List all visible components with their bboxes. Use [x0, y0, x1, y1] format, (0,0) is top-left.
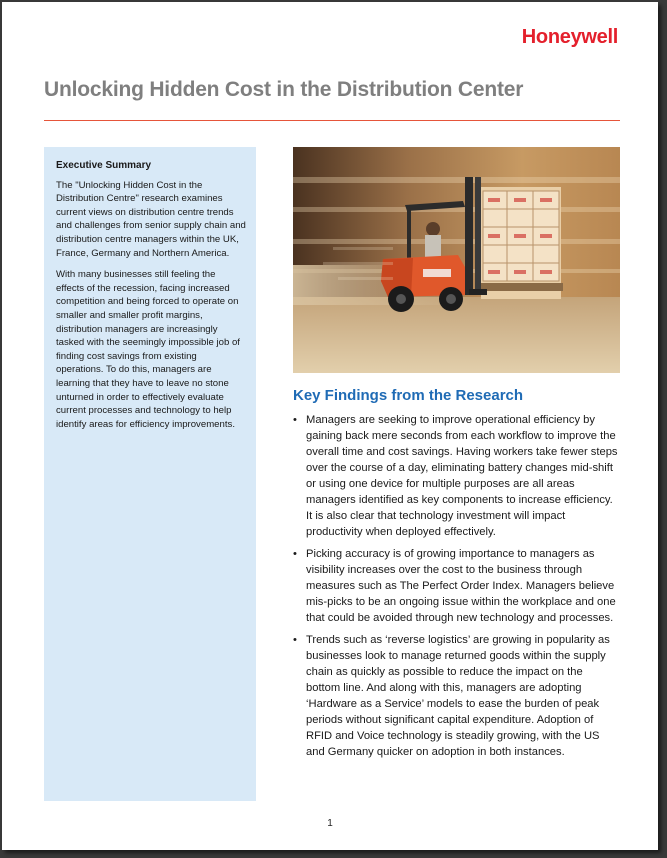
title-divider: [44, 120, 620, 121]
bullet-icon: •: [293, 548, 297, 560]
key-findings-section: [293, 387, 620, 766]
forklift-photo-icon: [293, 147, 620, 373]
forklift-photo: [293, 147, 620, 373]
sidebar-heading: Executive Summary: [56, 160, 152, 171]
bullet-icon: •: [293, 634, 297, 646]
list-item: [293, 632, 620, 760]
findings-heading: Key Findings from the Research: [293, 387, 524, 404]
executive-summary-sidebar: [44, 147, 256, 801]
honeywell-logo: Honeywell: [521, 26, 618, 48]
sidebar-paragraph: The "Unlocking Hidden Cost in the Distribution Centre" research examines current views on distribution centre trends and challenges from senior supply chain and distribution centre managers within the UK, France, Germany and Northern America.: [56, 179, 246, 259]
list-item: [293, 412, 620, 540]
page-title: Unlocking Hidden Cost in the Distribution Center: [44, 78, 524, 101]
findings-list: [293, 412, 620, 760]
finding-text: Trends such as ‘reverse logistics’ are growing in popularity as businesses look to manage returned goods within the supply chain as quickly as possible to reduce the impact on the bottom line. And along with this, managers are adopting ‘Hardware as a Service’ models to ease the burden of peak periods without significant capital expenditure. Adoption of RFID and Voice technology is steadily growing, with the US and Germany quicker on adoption in both instances.: [306, 634, 610, 758]
finding-text: Managers are seeking to improve operational efficiency by gaining back mere seconds from each workflow to improve the overall time and cost savings. Having workers take fewer steps over the course of a day, eliminating battery changes mid-shift or using one device for multiple purposes are all areas managers identified as key components to increase efficiency. It is also clear that technology investment will impact productivity when deployed effectively.: [306, 414, 618, 538]
list-item: [293, 546, 620, 626]
page-number: 1: [327, 818, 333, 829]
sidebar-paragraph: With many businesses still feeling the effects of the recession, facing increased competition and being forced to operate on smaller and smaller profit margins, distribution managers are increasingly tasked with the seemingly impossible job of finding cost savings from existing operations. To do this, managers are learning that they have to leave no stone unturned in order to effectively evaluate current processes and technology to help identify areas for efficiency improvements.: [56, 269, 240, 430]
finding-text: Picking accuracy is of growing importance to managers as visibility increases over the cost to the business through measures such as The Perfect Order Index. Managers believe mis-picks to be an ongoing issue within the workplace and one that could be avoided through new technology and processes.: [306, 548, 616, 624]
document-page: [2, 2, 658, 850]
bullet-icon: •: [293, 414, 297, 426]
